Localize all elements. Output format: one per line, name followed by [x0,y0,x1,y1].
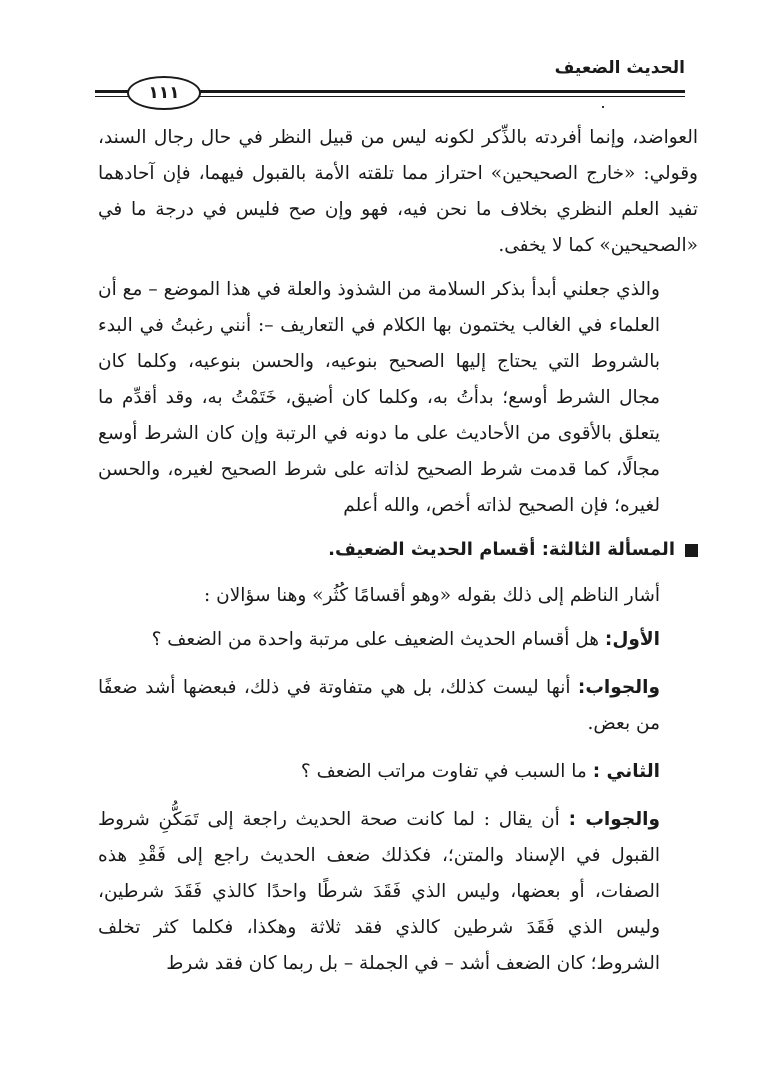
qa-item [98,670,698,742]
qa-text: أنها ليست كذلك، بل هي متفاوتة في ذلك، فبعضها أشد ضعفًا من بعض. [98,677,660,734]
qa-text: أن يقال : لما كانت صحة الحديث راجعة إلى تَمَكُّنِ شروط القبول في الإسناد والمتن؛، فكذلك ضعف الحديث راجع إلى فَقْدِ هذه الصفات، أو بعضها، وليس الذي فَقَدَ شرطًا واحدًا كالذي فَقَدَ شرطين، وليس الذي فَقَدَ شرطين كالذي فقد ثلاثة وهكذا، فكلما كثر تخلف الشروط؛ كان الضعف أشد – في الجملة – بل ربما كان فقد شرط [98,809,660,974]
qa-item [98,802,698,982]
scan-speck [602,106,604,108]
page-number: ١١١ [127,76,201,110]
section-label: المسألة الثالثة: [541,539,675,560]
qa-label: والجواب : [568,809,660,830]
qa-label: والجواب: [577,677,660,698]
square-bullet-icon [685,544,698,557]
qa-item [98,754,698,790]
paragraph: والذي جعلني أبدأ بذكر السلامة من الشذوذ والعلة في هذا الموضع – مع أن العلماء في الغالب يختمون بها الكلام في التعاريف –: أنني رغبتُ في البدء بالشروط التي يحتاج إليها الصحيح بنوعيه، والحسن بنوعيه، وكلما كان مجال الشرط أوسع؛ بدأتُ به، وكلما كان أضيق، خَتَمْتُ به، وقد أقدِّم ما يتعلق بالأقوى من الأحاديث على ما دونه في الرتبة وإن كان الشرط أوسع مجالًا، كما قدمت شرط الصحيح لذاته على شرط الصحيح لغيره، والحسن لغيره؛ فإن الصحيح لذاته أخص، والله أعلم [98,279,660,516]
qa-label: الأول: [604,629,660,650]
qa-text: ما السبب في تفاوت مراتب الضعف ؟ [300,761,587,782]
qa-label: الثاني : [592,761,660,782]
intro-paragraph: أشار الناظم إلى ذلك بقوله «وهو أقسامًا كُثُر» وهنا سؤالان : [204,585,660,606]
running-title: الحديث الضعيف [554,58,685,78]
section-heading [98,532,698,568]
body-text [98,120,698,994]
section-title: أقسام الحديث الضعيف. [328,539,536,560]
qa-text: هل أقسام الحديث الضعيف على مرتبة واحدة من الضعف ؟ [151,629,600,650]
qa-item [98,622,698,658]
page-header [95,50,685,110]
paragraph: العواضد، وإنما أفردته بالذِّكر لكونه ليس من قبيل النظر في حال رجال السند، وقولي: «خارج الصحيحين» احتراز مما تلقته الأمة بالقبول فيهما، فإن آحادهما تفيد العلم النظري بخلاف ما نحن فيه، فهو وإن صح فليس في درجة ما في «الصحيحين» كما لا يخفى. [98,127,698,256]
